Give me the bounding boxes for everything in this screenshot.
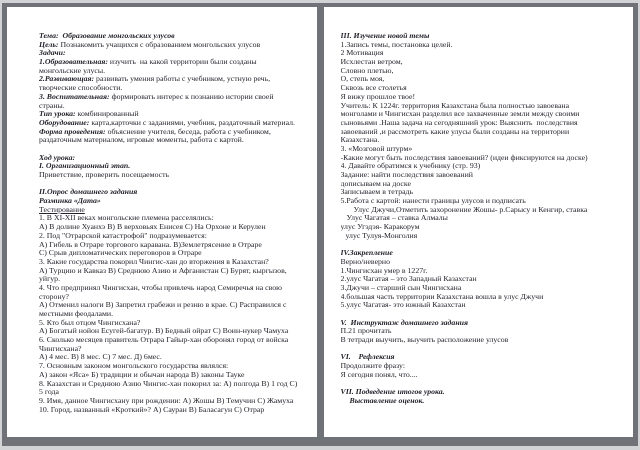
text-line <box>39 223 304 232</box>
body-text: -Какие могут быть последствия завоеваний? (идеи фиксируются на доске) <box>340 153 588 162</box>
body-text: 5. Кто был отцом Чингисхана? <box>39 318 141 327</box>
blank-line <box>39 180 304 189</box>
text-line <box>341 180 620 189</box>
text-line <box>39 67 304 76</box>
body-text: монголами и Чингисхан разделил все захваченные земли между своими <box>340 110 580 119</box>
bold-italic-text: V. Инструктаж домашнего задания <box>340 318 469 327</box>
body-text: В тетради выучить, выучить расположение улусов <box>340 336 509 345</box>
text-line <box>341 293 620 302</box>
text-line <box>341 41 620 50</box>
heading-line <box>39 188 304 197</box>
heading-line <box>39 93 304 102</box>
blank-line <box>341 241 620 250</box>
text-line <box>341 232 620 241</box>
text-line <box>341 188 620 197</box>
heading-line <box>39 41 304 50</box>
page-1 <box>7 7 317 437</box>
body-text: Верно/неверно <box>340 257 390 266</box>
text-line <box>39 214 304 223</box>
body-text: 9. Имя, данное Чингисхану при рождении: А) Жошы В) Темучин С) Жамуха <box>39 396 294 405</box>
body-text: 1.Запись темы, постановка целей. <box>340 40 453 49</box>
page-2 <box>324 7 634 437</box>
bold-italic-text: Ход урока: <box>39 153 76 162</box>
body-text: 4.большая часть территории Казахстана вошла в улус Джучи <box>340 292 544 301</box>
body-text: Исхлестан ветром, <box>340 58 403 67</box>
bold-italic-text: VII. Подведение итогов урока. <box>340 388 445 397</box>
text-line <box>39 319 304 328</box>
body-text: Словно плетью, <box>340 66 394 75</box>
text-line <box>341 301 620 310</box>
text-line <box>39 102 304 111</box>
text-line <box>39 406 304 415</box>
text-line <box>39 284 304 293</box>
text-line <box>341 327 620 336</box>
body-text: 2 Мотивация <box>340 49 384 58</box>
text-line <box>39 171 304 180</box>
text-line <box>341 154 620 163</box>
text-line <box>341 267 620 276</box>
body-text: Продолжите фразу: <box>340 362 406 371</box>
bold-italic-text: Тема: Образование монгольских улусов <box>39 32 175 40</box>
bold-italic-text: 2.Развивающая: <box>39 75 95 84</box>
body-text: монгольские улусы. <box>39 66 106 75</box>
body-text: Записываем в тетрадь <box>340 188 414 197</box>
text-line <box>39 241 304 250</box>
heading-line <box>341 353 620 362</box>
text-line <box>341 371 620 380</box>
bold-italic-text: 1.Образовательная: <box>39 58 108 67</box>
body-text: 6. Сколько месяцев правитель Отрара Гайыр-хан оборонял город от войска <box>39 336 289 345</box>
text-line <box>341 258 620 267</box>
text-line <box>39 310 304 319</box>
body-text: 3.Джучи – старший сын Чингисхана <box>340 283 462 292</box>
body-text: О, степь моя, <box>340 75 385 84</box>
text-line <box>341 58 620 67</box>
text-line <box>39 206 304 215</box>
text-line <box>341 128 620 137</box>
blank-line <box>341 310 620 319</box>
heading-line <box>341 32 620 41</box>
text-line <box>341 197 620 206</box>
body-text: сыновьями .Наша задача на сегодняшний урок: Выяснить последствия <box>340 118 578 127</box>
text-line <box>341 275 620 284</box>
bold-italic-text: Форма проведения: <box>39 127 106 136</box>
body-text: А) закон «Яса» Б) традиции и обычаи народа В) законы Тауке <box>39 370 245 379</box>
body-text: Учитель: К 1224г. территория Казахстана была полностью завоевана <box>340 101 570 110</box>
body-text: А) 4 мес. В) 8 мес. С) 7 мес. Д) 6мес. <box>39 353 162 362</box>
body-text: Задание: найти последствия завоеваний <box>340 171 473 179</box>
text-line <box>341 145 620 154</box>
text-line <box>341 67 620 76</box>
body-text: улус Тулуя-Монголия <box>345 231 418 240</box>
text-line <box>341 102 620 111</box>
body-text: улус Угэдэя- Каракорум <box>340 223 420 232</box>
heading-line <box>39 58 304 67</box>
body-text: А) Турцию и Кавказ В) Среднюю Азию и Афганистан С) Бурят, кыргызов, <box>39 266 287 275</box>
blank-line <box>341 380 620 389</box>
blank-line <box>39 145 304 154</box>
body-text: Чингисхана? <box>39 344 82 353</box>
heading-line <box>39 197 304 206</box>
heading-line <box>39 32 304 41</box>
text-line <box>341 162 620 171</box>
text-line <box>341 206 620 215</box>
body-text: Я сегодня понял, что.... <box>340 370 418 379</box>
text-line <box>39 380 304 389</box>
text-line <box>39 249 304 258</box>
body-text: 3. «Мозговой штурм» <box>340 144 413 153</box>
body-text: Приветствие, проверить посещаемость <box>39 171 170 179</box>
heading-line <box>341 249 620 258</box>
text-line <box>341 223 620 232</box>
body-text: С) Срыв дипломатических переговоров в Отраре <box>39 249 202 258</box>
body-text: А) Гибель в Отраре торгового каравана. В)Землетрясение в Отраре <box>39 240 262 249</box>
text-line <box>39 362 304 371</box>
body-text: Казахстана. <box>340 136 380 145</box>
heading-line <box>341 397 620 406</box>
blank-line <box>341 345 620 354</box>
bold-italic-text: II.Опрос домашнего задания <box>39 188 138 197</box>
text-line <box>39 136 304 145</box>
text-line <box>39 336 304 345</box>
heading-line <box>39 110 304 119</box>
body-text: А) Отменил налоги В) Запретил грабежи и резню в крае. С) Расправился с <box>39 301 287 310</box>
body-text: раздаточным материалом, игровые моменты, работа с картой. <box>39 136 244 145</box>
text-line <box>341 214 620 223</box>
body-text: Сквозь все столетья <box>340 84 407 93</box>
text-line <box>341 49 620 58</box>
body-text: комбинированный <box>75 110 139 119</box>
body-text: Познакомить учащихся с образованием монгольских улусов <box>58 40 261 49</box>
body-text: сторону? <box>39 292 69 301</box>
text-line <box>39 371 304 380</box>
body-text: Я вижу прошлое твое! <box>340 92 416 101</box>
heading-line <box>39 75 304 84</box>
body-text: карта,карточки с заданиями, учебник, раздаточный материал. <box>89 118 295 127</box>
body-text: 8. Казахстан и Среднюю Азию Чингис-хан покорил за: А) полгода В) 1 год С) <box>39 379 298 388</box>
body-text: 7. Основным законом монгольского государства являлся: <box>39 362 229 371</box>
body-text: Улус Джучи,Отметить захоронение Жошы- р.Сарысу и Кенгир, ставка <box>353 205 588 214</box>
body-text: уйгур. <box>39 275 61 284</box>
body-text: А) Богатый нойон Есугей-багатур. В) Бедный ойрат С) Воин-нукер Чамуха <box>39 327 289 336</box>
bold-italic-text: I. Организационный этап. <box>39 162 131 171</box>
text-line <box>39 275 304 284</box>
bold-italic-text: Выставление оценок. <box>349 396 425 405</box>
bold-italic-text: 3. Воспитательная: <box>39 92 110 101</box>
body-text: 5.улус Чагатая- это южный Казахстан <box>340 301 466 310</box>
bold-italic-text: Разминка «Дата» <box>39 197 101 206</box>
text-line <box>39 232 304 241</box>
body-text: творческие способности. <box>39 84 123 93</box>
text-line <box>39 397 304 406</box>
text-line <box>341 362 620 371</box>
text-line <box>341 75 620 84</box>
text-line <box>341 110 620 119</box>
bold-italic-text: Цель: <box>39 40 59 49</box>
text-line <box>39 293 304 302</box>
body-text: 2.улус Чагатая – это Западный Казахстан <box>340 275 477 284</box>
body-text: 1.Чингисхан умер в 1227г. <box>340 266 428 275</box>
underlined-text: Тестирование <box>39 205 85 214</box>
body-text: 2. Под "Отрарской катастрофой" подразумевается: <box>39 231 207 240</box>
body-text: завоеваний ,и рассмотреть какие улусы были созданы на территории <box>340 127 570 136</box>
body-text: формировать интерес к познанию истории своей <box>109 92 274 101</box>
text-line <box>39 388 304 397</box>
text-line <box>341 119 620 128</box>
bold-italic-text: Тип урока: <box>39 110 76 119</box>
text-line <box>341 136 620 145</box>
text-line <box>39 345 304 354</box>
bold-italic-text: Оборудование: <box>39 118 90 127</box>
body-text: объяснение учителя, беседа, работа с учебником, <box>105 127 271 136</box>
text-line <box>39 84 304 93</box>
body-text: П.21 прочитать <box>340 327 392 336</box>
text-line <box>39 301 304 310</box>
text-line <box>341 171 620 180</box>
heading-line <box>39 119 304 128</box>
heading-line <box>39 162 304 171</box>
body-text: дописываем на доске <box>340 179 411 188</box>
text-line <box>341 336 620 345</box>
body-text: развивать умения работы с учебником, устную речь, <box>94 75 271 84</box>
bold-italic-text: Задачи: <box>39 49 66 58</box>
text-line <box>39 267 304 276</box>
body-text: Улус Чагатая – ставка Алмалы <box>346 214 448 223</box>
text-line <box>341 284 620 293</box>
heading-line <box>39 49 304 58</box>
heading-line <box>341 388 620 397</box>
body-text: 10. Город, названный «Кроткий»? А) Сауран В) Баласагун С) Отрар <box>39 405 265 414</box>
body-text: А) В долине Хуанхэ В) В верховьях Енисея С) На Орхоне и Керулен <box>39 223 266 232</box>
heading-line <box>39 154 304 163</box>
body-text: 1. В XI-XII веках монгольские племена расселялись: <box>39 214 214 223</box>
page-1-content <box>7 7 317 414</box>
bold-italic-text: VI. Рефлексия <box>340 353 395 362</box>
body-text: 3. Какие государства покорил Чингис-хан до вторжения в Казахстан? <box>39 257 269 266</box>
text-line <box>39 327 304 336</box>
heading-line <box>39 128 304 137</box>
text-line <box>341 84 620 93</box>
text-line <box>341 93 620 102</box>
body-text: 5 года <box>39 388 59 397</box>
body-text: местными феодалами. <box>39 310 114 318</box>
page-2-content <box>324 7 634 406</box>
heading-line <box>341 319 620 328</box>
bold-italic-text: IV.Закрепление <box>340 249 393 258</box>
body-text: страны. <box>39 101 65 110</box>
text-line <box>39 353 304 362</box>
pages-frame <box>2 3 638 446</box>
text-line <box>39 258 304 267</box>
body-text: 4. Что предпринял Чингисхан, чтобы привлечь народ Семиречья на свою <box>39 283 282 292</box>
body-text: 4. Давайте обратимся к учебнику (стр. 93) <box>340 162 481 171</box>
bold-italic-text: III. Изучение новой темы <box>340 32 430 40</box>
body-text: изучить на какой территории были созданы <box>107 58 257 67</box>
body-text: 5.Работа с картой: нанести границы улусов и подписать <box>340 197 526 206</box>
